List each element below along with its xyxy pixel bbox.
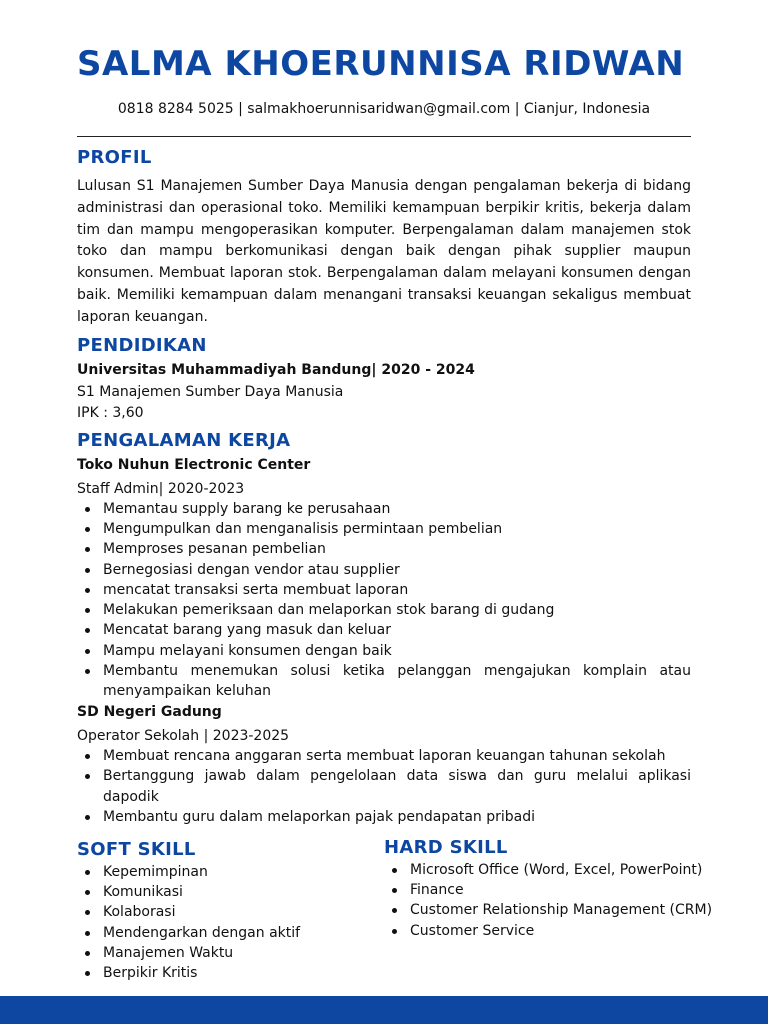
- list-item: Melakukan pemeriksaan dan melaporkan stok barang di gudang: [77, 600, 691, 620]
- list-item: Bertanggung jawab dalam pengelolaan data siswa dan guru melalui aplikasi dapodik: [77, 766, 691, 806]
- header-divider: [77, 136, 691, 137]
- soft-skill-list: [77, 862, 377, 983]
- degree: S1 Manajemen Sumber Daya Manusia: [77, 384, 344, 401]
- list-item: Membantu guru dalam melaporkan pajak pendapatan pribadi: [77, 807, 691, 827]
- job-entry: [77, 702, 691, 827]
- candidate-name: SALMA KHOERUNNISA RIDWAN: [77, 44, 685, 84]
- profil-text: Lulusan S1 Manajemen Sumber Daya Manusia dengan pengalaman bekerja di bidang administrasi dan operasional toko. Memiliki kemampuan berpikir kritis, bekerja dalam tim dan mampu mengoperasikan komputer. Berpengalaman dalam manajemen stok toko dan mampu berkomunikasi dengan baik dengan pihak supplier maupun konsumen. Membuat laporan stok. Berpengalaman dalam melayani konsumen dengan baik. Memiliki kemampuan dalam menangani transaksi keuangan sekaligus membuat laporan keuangan.: [77, 178, 691, 325]
- pengalaman-section: [77, 429, 691, 827]
- list-item: Manajemen Waktu: [77, 943, 377, 963]
- job-role: Operator Sekolah | 2023-2025: [77, 727, 290, 744]
- ipk: IPK : 3,60: [77, 404, 144, 421]
- list-item: mencatat transaksi serta membuat laporan: [77, 580, 691, 600]
- list-item: Mengumpulkan dan menganalisis permintaan pembelian: [77, 519, 691, 539]
- pendidikan-heading: PENDIDIKAN: [77, 334, 207, 356]
- footer-bar: [0, 996, 768, 1024]
- list-item: Membantu menemukan solusi ketika pelanggan mengajukan komplain atau menyampaikan keluhan: [77, 661, 691, 701]
- list-item: Memproses pesanan pembelian: [77, 539, 691, 559]
- list-item: Mampu melayani konsumen dengan baik: [77, 641, 691, 661]
- list-item: Microsoft Office (Word, Excel, PowerPoint): [384, 860, 744, 880]
- list-item: Mencatat barang yang masuk dan keluar: [77, 620, 691, 640]
- job-duties-list: [77, 746, 691, 827]
- soft-skill-column: [77, 838, 377, 983]
- list-item: Customer Service: [384, 921, 744, 941]
- list-item: Mendengarkan dengan aktif: [77, 923, 377, 943]
- list-item: Bernegosiasi dengan vendor atau supplier: [77, 560, 691, 580]
- hard-skill-column: [384, 836, 744, 941]
- list-item: Berpikir Kritis: [77, 963, 377, 983]
- contact-info: 0818 8284 5025 | salmakhoerunnisaridwan@gmail.com | Cianjur, Indonesia: [117, 101, 651, 117]
- job-role: Staff Admin| 2020-2023: [77, 480, 245, 497]
- pengalaman-heading: PENGALAMAN KERJA: [77, 430, 291, 452]
- job-company: Toko Nuhun Electronic Center: [77, 457, 311, 474]
- list-item: Membuat rencana anggaran serta membuat laporan keuangan tahunan sekolah: [77, 746, 691, 766]
- main-content: [77, 146, 691, 827]
- profil-section: [77, 146, 691, 329]
- school-name: Universitas Muhammadiyah Bandung| 2020 - 2024: [77, 361, 475, 378]
- soft-skill-heading: SOFT SKILL: [77, 839, 196, 860]
- job-company: SD Negeri Gadung: [77, 704, 222, 721]
- job-entry: [77, 455, 691, 701]
- list-item: Kolaborasi: [77, 902, 377, 922]
- list-item: Kepemimpinan: [77, 862, 377, 882]
- list-item: Finance: [384, 880, 744, 900]
- hard-skill-list: [384, 860, 744, 941]
- hard-skill-heading: HARD SKILL: [384, 837, 508, 858]
- profil-heading: PROFIL: [77, 147, 152, 168]
- job-duties-list: [77, 499, 691, 701]
- list-item: Customer Relationship Management (CRM): [384, 900, 744, 920]
- list-item: Memantau supply barang ke perusahaan: [77, 499, 691, 519]
- list-item: Komunikasi: [77, 882, 377, 902]
- pendidikan-section: [77, 334, 691, 424]
